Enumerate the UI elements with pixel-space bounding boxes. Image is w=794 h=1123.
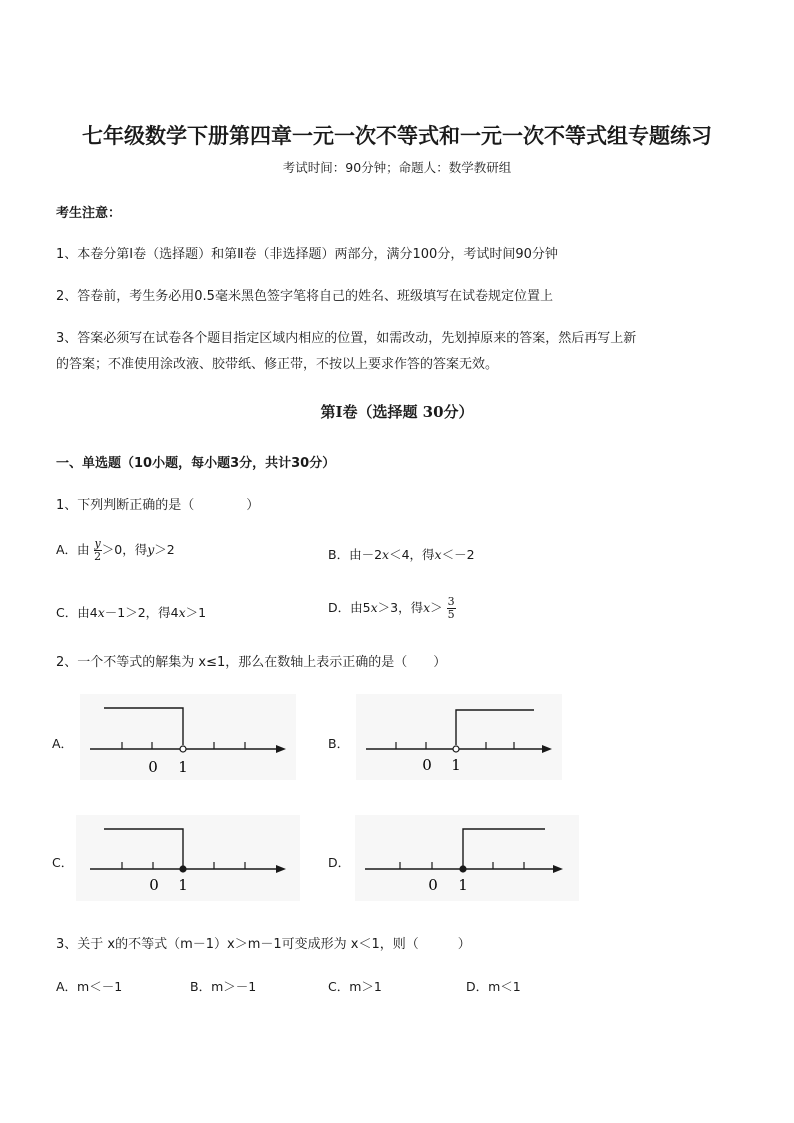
tick-label-0: 0 [148,758,158,776]
q3-option-b: B．m＞－1 [190,979,257,994]
notice-item-3: 3、答案必须写在试卷各个题目指定区域内相应的位置，如需改动，先划掉原来的答案，然后再写上新 [56,331,637,346]
open-endpoint [453,746,459,752]
notice-item-3-cont: 的答案；不准使用涂改液、胶带纸、修正带，不按以上要求作答的答案无效。 [56,357,499,372]
closed-endpoint [180,866,186,872]
q1-stem: 1、下列判断正确的是（ ） [56,498,260,513]
q1-a-frac-den: 2 [94,550,102,563]
q2-option-c-label: C． [52,855,74,870]
q3-option-c: C．m＞1 [328,979,382,994]
numberline-bg [76,815,300,901]
tick-label-0: 0 [149,876,159,894]
notice-heading: 考生注意： [56,206,122,221]
q1-b-tail: ＜－2 [441,547,475,562]
q1-option-b [328,545,475,563]
q1-c-prefix: C．由4 [56,605,98,620]
q2-stem: 2、一个不等式的解集为 x≤1，那么在数轴上表示正确的是（ ） [56,655,447,670]
q1-b-var2: x [434,547,442,562]
q3-option-a: A．m＜－1 [56,979,123,994]
tick-label-1: 1 [458,876,468,894]
q1-a-frac-num: y [94,537,101,550]
q1-d-frac-den: 5 [447,608,455,621]
q1-b-var: x [382,547,390,562]
q2-option-c-numberline[interactable] [76,815,300,901]
tick-label-1: 1 [451,756,461,774]
numberline-bg [80,694,296,780]
part-title: 一、单选题（10小题，每小题3分，共计30分） [56,456,336,471]
q1-b-mid: ＜4，得 [389,547,435,562]
q2-option-b-label: B． [328,736,350,751]
q1-option-a [56,538,175,563]
q1-option-d [328,596,456,621]
q1-a-tail: ＞2 [154,542,175,557]
q3-option-d: D．m＜1 [466,979,521,994]
q1-a-fraction [94,538,102,563]
q1-d-var2: x [423,600,431,615]
tick-label-1: 1 [178,876,188,894]
q1-d-gt: ＞ [430,600,443,615]
q2-option-d-numberline[interactable] [355,815,579,901]
exam-subtitle: 考试时间：90分钟；命题人：数学教研组 [282,160,512,175]
notice-item-1: 1、本卷分第Ⅰ卷（选择题）和第Ⅱ卷（非选择题）两部分，满分100分，考试时间90分钟 [56,247,558,262]
q1-a-var: y [147,542,155,557]
tick-label-1: 1 [178,758,188,776]
q1-c-mid: －1＞2，得4 [104,605,179,620]
section-title: 第Ⅰ卷（选择题 30分） [320,403,474,421]
q1-c-var: x [97,605,105,620]
q1-d-var: x [370,600,378,615]
q1-d-frac-num: 3 [447,595,455,608]
q1-c-var2: x [178,605,186,620]
q1-option-c [56,603,206,621]
tick-label-0: 0 [428,876,438,894]
tick-label-0: 0 [422,756,432,774]
q1-a-rest: ＞0，得 [101,542,148,557]
closed-endpoint [460,866,466,872]
q1-d-mid: ＞3，得 [377,600,424,615]
q3-stem: 3、关于 x的不等式（m－1）x＞m－1可变成形为 x＜1，则（ ） [56,937,471,952]
q2-option-a-numberline[interactable] [80,694,296,780]
notice-item-2: 2、答卷前，考生务必用0.5毫米黑色签字笔将自己的姓名、班级填写在试卷规定位置上 [56,289,553,304]
q2-option-a-label: A． [52,736,74,751]
q1-c-tail: ＞1 [185,605,207,620]
q2-option-b-numberline[interactable] [356,694,562,780]
q2-option-d-label: D． [328,855,351,870]
exam-title: 七年级数学下册第四章一元一次不等式和一元一次不等式组专题练习 [82,123,712,148]
open-endpoint [180,746,186,752]
q1-d-prefix: D．由5 [328,600,371,615]
q1-d-fraction [447,596,456,621]
q1-a-prefix: A．由 [56,542,90,557]
q1-b-prefix: B．由－2 [328,547,383,562]
